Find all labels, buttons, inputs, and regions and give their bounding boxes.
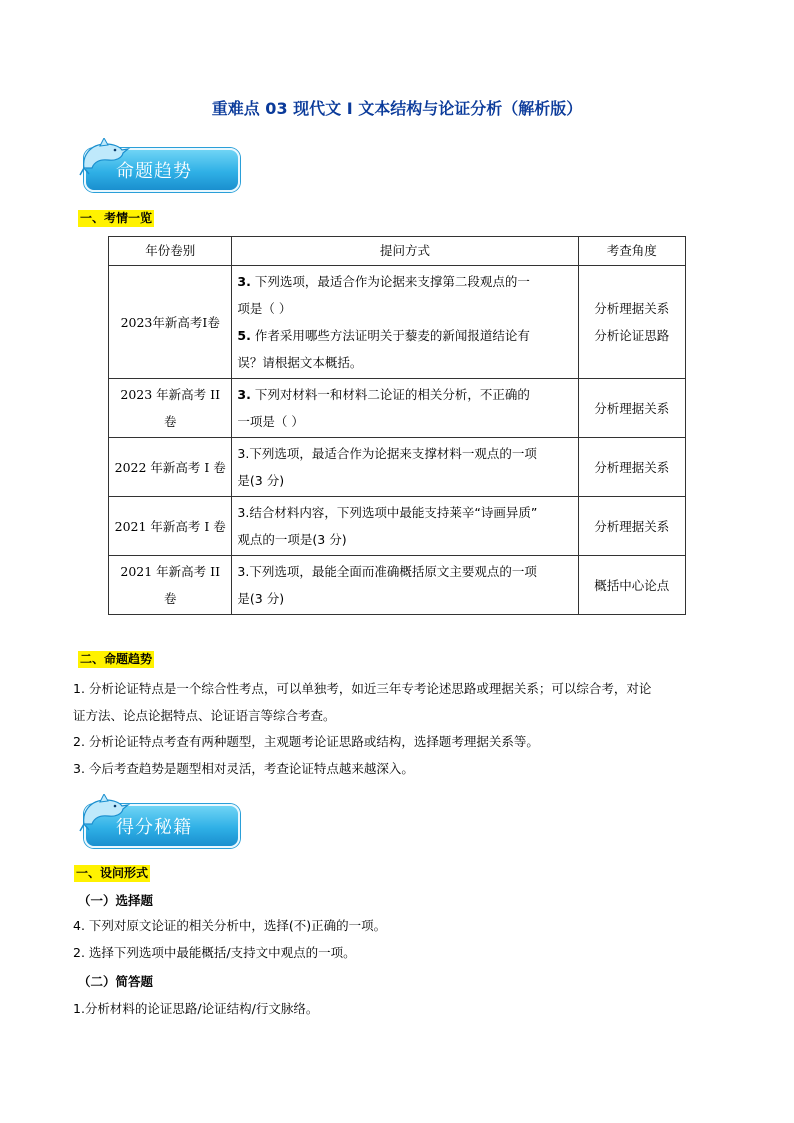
table-cell-year: 2021 年新高考 II 卷 (109, 556, 232, 615)
subheading: （二）简答题 (78, 974, 154, 989)
table-row (109, 497, 686, 556)
trend-item: 3. 今后考查趋势是题型相对灵活，考查论证特点越来越深入。 (73, 761, 414, 776)
banner-label: 得分秘籍 (116, 817, 192, 838)
section-heading: 一、考情一览 (80, 211, 153, 225)
trend-item: 2. 分析论证特点考查有两种题型，主观题考论证思路或结构，选择题考理据关系等。 (73, 734, 539, 749)
list-item: 2. 选择下列选项中最能概括/支持文中观点的一项。 (73, 945, 356, 960)
banner-trend (76, 138, 241, 196)
page-title: 重难点 03 现代文 I 文本结构与论证分析（解析版） (211, 99, 583, 118)
table-cell-aspect: 分析理据关系 (578, 497, 685, 556)
table-row (109, 266, 686, 379)
table-cell-question: 3.下列选项，最适合作为论据来支撑材料一观点的一项 是(3 分) (232, 438, 578, 497)
table-cell-aspect: 分析理据关系 (578, 438, 685, 497)
table-row (109, 556, 686, 615)
table-row (109, 379, 686, 438)
table-cell-question: 3. 下列对材料一和材料二论证的相关分析，不正确的 一项是（ ） (232, 379, 578, 438)
table-cell-aspect: 分析理据关系 (578, 379, 685, 438)
table-row (109, 438, 686, 497)
exam-overview-table (108, 236, 686, 615)
table-cell-year: 2022 年新高考 I 卷 (109, 438, 232, 497)
list-item: 1.分析材料的论证思路/论证结构/行文脉络。 (73, 1001, 319, 1016)
trend-item: 1. 分析论证特点是一个综合性考点，可以单独考，如近三年专考论述思路或理据关系；可以综合考，对论 (73, 681, 652, 696)
section-heading: 一、设问形式 (76, 866, 149, 880)
table-header-row (109, 237, 686, 266)
table-cell-year: 2023 年新高考 II 卷 (109, 379, 232, 438)
table-cell-question: 3.下列选项，最能全面而准确概括原文主要观点的一项 是(3 分) (232, 556, 578, 615)
subheading: （一）选择题 (78, 893, 154, 908)
table-header: 年份卷别 (109, 237, 232, 266)
list-item: 4. 下列对原文论证的相关分析中，选择(不)正确的一项。 (73, 918, 387, 933)
table-cell-year: 2023年新高考I卷 (109, 266, 232, 379)
table-header: 考查角度 (578, 237, 685, 266)
table-cell-aspect: 分析理据关系 分析论证思路 (578, 266, 685, 379)
table-cell-question: 3. 下列选项，最适合作为论据来支撑第二段观点的一 项是（ ） 5. 作者采用哪些方法证明关于藜麦的新闻报道结论有 误？请根据文本概括。 (232, 266, 578, 379)
table-cell-year: 2021 年新高考 I 卷 (109, 497, 232, 556)
trend-item: 证方法、论点论据特点、论证语言等综合考查。 (73, 708, 336, 723)
table-cell-aspect: 概括中心论点 (578, 556, 685, 615)
banner-tips (76, 794, 241, 852)
table-header: 提问方式 (232, 237, 578, 266)
banner-label: 命题趋势 (116, 161, 192, 182)
table-cell-question: 3.结合材料内容，下列选项中最能支持莱辛“诗画异质” 观点的一项是(3 分) (232, 497, 578, 556)
section-heading: 二、命题趋势 (80, 652, 153, 666)
